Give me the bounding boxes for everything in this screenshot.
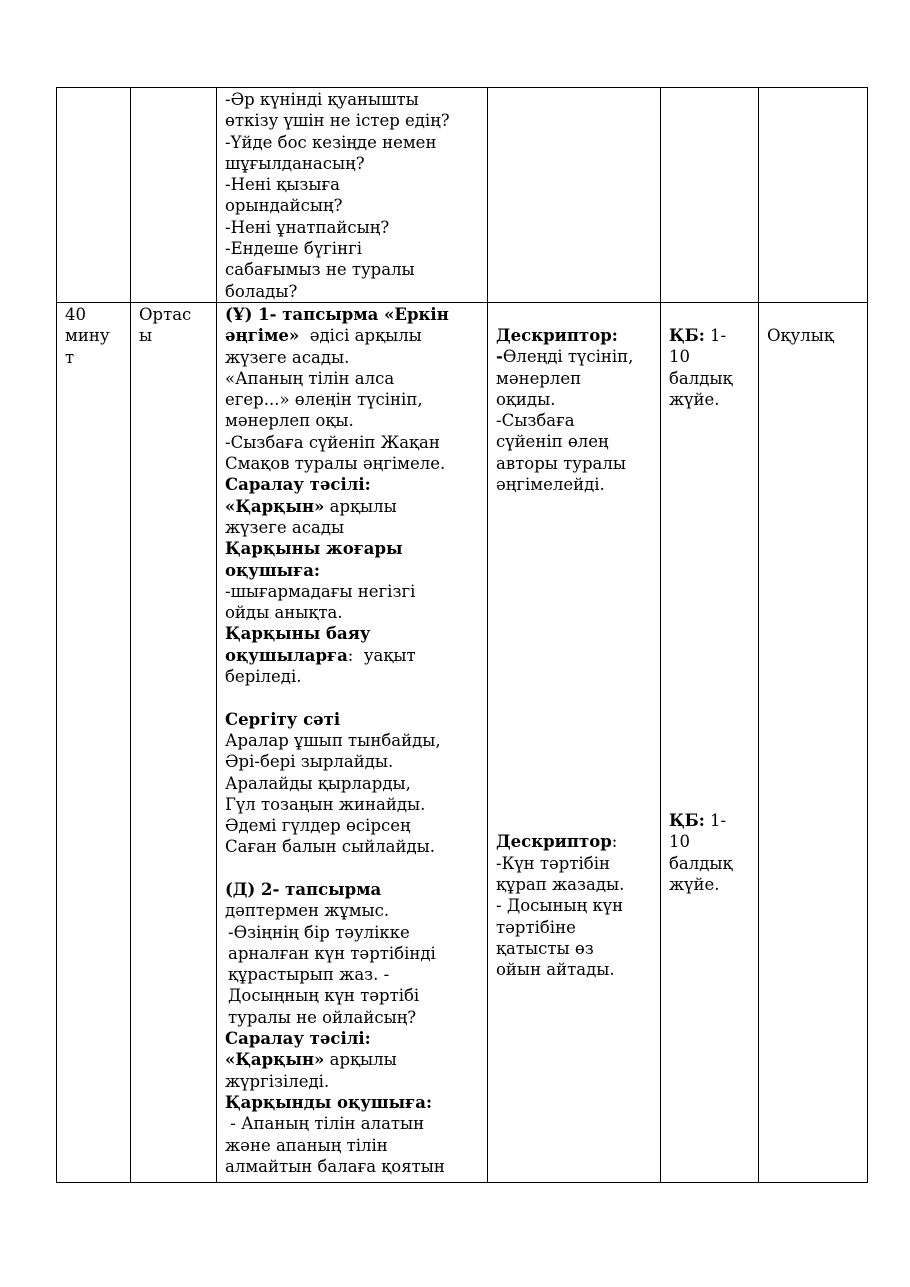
question-line: -Ендеше бүгінгі xyxy=(225,239,362,259)
poem-line: Аралар ұшып тынбайды, xyxy=(225,730,441,750)
time-cell xyxy=(57,302,131,1182)
task1-line: -Сызбаға сүйеніп Жақан xyxy=(225,432,440,452)
resource-cell xyxy=(759,302,868,1182)
saralau1-title: Саралау тәсілі: xyxy=(225,475,371,495)
low-tail: : уақыт xyxy=(347,645,416,665)
task2-indented-line: арналған күн тәртібінді xyxy=(228,943,436,963)
question-line: -Әр күнінді қуанышты xyxy=(225,90,419,109)
stage-cell-empty xyxy=(131,88,217,303)
spacer xyxy=(496,495,652,831)
task2-indented-line: құрастырып жаз. - xyxy=(228,965,390,985)
high-title: Қарқыны жоғары xyxy=(225,539,403,559)
question-line: сабағымыз не туралы xyxy=(225,260,415,280)
task1-line: жүзеге асады. xyxy=(225,347,350,367)
spacer xyxy=(225,858,479,879)
poem-line: Аралайды қырларды, xyxy=(225,773,411,793)
high-line: ойды анықта. xyxy=(225,603,343,623)
poem-line: Саған балын сыйлайды. xyxy=(225,837,436,857)
high-title: оқушыға: xyxy=(225,560,321,580)
karkyn-line: - Апаның тілін алатын xyxy=(225,1114,425,1134)
time-cell-empty xyxy=(57,88,131,303)
kb1-tail: 1- xyxy=(704,325,727,345)
saralau2-title: Саралау тәсілі: xyxy=(225,1029,371,1049)
activities-cell xyxy=(217,302,488,1182)
stage-line: ы xyxy=(139,326,153,346)
task2-title: (Д) 2- тапсырма xyxy=(225,879,382,899)
saralau2-bold: «Қарқын» xyxy=(225,1050,325,1070)
saralau1-tail: арқылы xyxy=(324,496,397,516)
poem-line: Гүл тозаңын жинайды. xyxy=(225,794,426,814)
karkyn-line: және апаның тілін xyxy=(225,1135,388,1155)
task2-indented-line: Досыңның күн тәртібі xyxy=(228,986,420,1006)
kb2-line: 10 xyxy=(669,832,690,852)
kb1-label: ҚБ: xyxy=(669,325,705,345)
kb2-line: балдық xyxy=(669,853,733,873)
karkyn-title: Қарқынды оқушыға: xyxy=(225,1092,433,1112)
descriptor2-title: Дескриптор xyxy=(496,832,612,852)
descriptor1-first: Өлеңді түсініп, xyxy=(502,347,634,367)
sergitu-title: Сергіту сәті xyxy=(225,709,341,729)
low-title: Қарқыны баяу xyxy=(225,624,371,644)
resource-text: Оқулық xyxy=(767,325,834,345)
stage-cell xyxy=(131,302,217,1182)
lesson-plan-table xyxy=(56,87,868,1183)
kb1-line: 10 xyxy=(669,347,690,367)
task1-line: «Апаның тілін алса xyxy=(225,368,395,388)
descriptor1-line: әңгімелейді. xyxy=(496,475,605,495)
descriptor-cell xyxy=(488,302,661,1182)
task2-indented-line: -Өзіңнің бір тәулікке xyxy=(228,922,410,942)
table-row-middle xyxy=(57,302,868,1182)
stage-line: Ортас xyxy=(139,304,192,324)
spacer xyxy=(669,304,750,325)
question-line: болады? xyxy=(225,281,298,301)
question-line: -Нені ұнатпайсың? xyxy=(225,217,390,237)
assessment-cell-empty xyxy=(661,88,759,303)
assessment-cell xyxy=(661,302,759,1182)
kb2-tail: 1- xyxy=(704,811,727,831)
kb2-label: ҚБ: xyxy=(669,811,705,831)
saralau2-tail: арқылы xyxy=(324,1050,397,1070)
task1-title: (Ұ) 1- тапсырма «Еркін xyxy=(225,304,449,324)
table-row-intro xyxy=(57,88,868,303)
resource-cell-empty xyxy=(759,88,868,303)
saralau1-line: жүзеге асады xyxy=(225,517,345,537)
question-line: орындайсың? xyxy=(225,196,343,216)
descriptor2-line: ойын айтады. xyxy=(496,960,615,980)
descriptor2-line: қатысты өз xyxy=(496,938,594,958)
task1-title-end: әңгіме» xyxy=(225,326,300,346)
descriptor1-line: мәнерлеп xyxy=(496,368,582,388)
spacer xyxy=(225,687,479,708)
task1-line: Смақов туралы әңгімеле. xyxy=(225,454,446,474)
descriptor1-line: оқиды. xyxy=(496,389,556,409)
task2-line: дәптермен жұмыс. xyxy=(225,901,390,921)
low-line: беріледі. xyxy=(225,667,302,687)
question-line: шұғылданасың? xyxy=(225,153,365,173)
question-line: -Үйде бос кезіңде немен xyxy=(225,132,437,152)
poem-line: Әдемі гүлдер өсірсең xyxy=(225,816,411,836)
kb1-line: балдық xyxy=(669,368,733,388)
high-line: -шығармадағы негізгі xyxy=(225,581,416,601)
descriptor1-title: Дескриптор: xyxy=(496,325,618,345)
descriptor2-line: тәртібіне xyxy=(496,917,576,937)
descriptor2-line: - Досының күн xyxy=(496,896,624,916)
descriptor1-dash: - xyxy=(496,347,503,367)
spacer xyxy=(767,304,859,325)
task1-line: егер...» өлеңін түсініп, xyxy=(225,390,423,410)
time-line: т xyxy=(65,347,75,367)
task2-indented-line: туралы не ойлайсың? xyxy=(228,1007,417,1027)
kb1-line: жүйе. xyxy=(669,389,720,409)
low-bold: оқушыларға xyxy=(225,645,348,665)
descriptor2-colon: : xyxy=(611,832,618,852)
time-line: мину xyxy=(65,326,110,346)
descriptor2-line: -Күн тәртібін xyxy=(496,853,610,873)
spacer xyxy=(496,304,652,325)
saralau1-bold: «Қарқын» xyxy=(225,496,325,516)
saralau2-line: жүргізіледі. xyxy=(225,1071,330,1091)
karkyn-line: алмайтын балаға қоятын xyxy=(225,1156,445,1176)
descriptor1-line: -Сызбаға xyxy=(496,411,575,431)
question-line: -Нені қызыға xyxy=(225,175,340,195)
descriptor2-line: құрап жазады. xyxy=(496,874,625,894)
descriptor1-line: сүйеніп өлең xyxy=(496,432,609,452)
spacer xyxy=(669,410,750,810)
descriptor-cell-empty xyxy=(488,88,661,303)
task1-title-tail: әдісі арқылы xyxy=(299,326,422,346)
poem-line: Әрі-бері зырлайды. xyxy=(225,752,394,772)
time-line: 40 xyxy=(65,304,86,324)
question-line: өткізу үшін не істер едің? xyxy=(225,111,450,131)
kb2-line: жүйе. xyxy=(669,875,720,895)
descriptor1-line: авторы туралы xyxy=(496,453,626,473)
task1-line: мәнерлеп оқы. xyxy=(225,411,354,431)
intro-questions-cell xyxy=(217,88,488,303)
